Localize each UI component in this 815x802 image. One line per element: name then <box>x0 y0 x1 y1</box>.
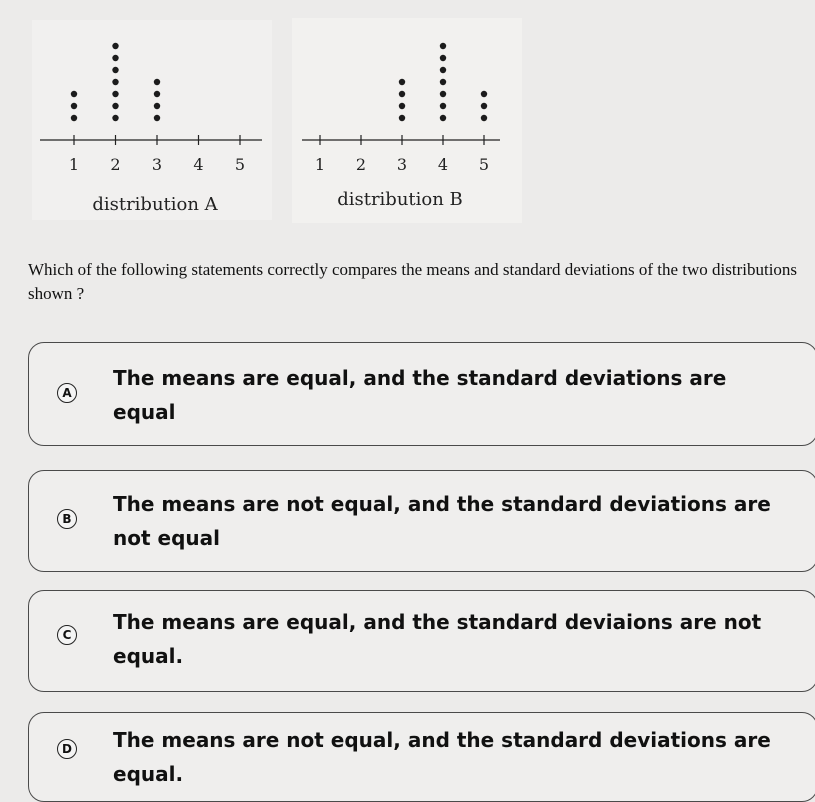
dot-b-x5-2 <box>481 103 487 109</box>
dot-b-x3-1 <box>399 115 405 121</box>
option-c-letter: C <box>57 625 77 645</box>
chart-title-a: distribution A <box>92 194 218 215</box>
dot-b-x4-6 <box>440 55 446 61</box>
tick-label-a-1: 1 <box>68 155 80 174</box>
dot-b-x4-3 <box>440 91 446 97</box>
option-b-letter: B <box>57 509 77 529</box>
option-c[interactable] <box>28 590 815 692</box>
tick-label-a-5: 5 <box>234 155 246 174</box>
tick-label-a-4: 4 <box>193 155 204 174</box>
question-text: Which of the following statements correctly compares the means and standard deviations of the two distributions shown ? <box>28 260 798 303</box>
option-d[interactable] <box>28 712 815 802</box>
dot-b-x3-2 <box>399 103 405 109</box>
option-c-text: The means are equal, and the standard deviaions are not equal. <box>113 610 762 668</box>
dot-b-x5-1 <box>481 115 487 121</box>
tick-label-a-3: 3 <box>151 155 163 174</box>
dot-b-x4-7 <box>440 43 446 49</box>
dot-plot-distribution-b <box>0 0 815 230</box>
dot-b-x4-5 <box>440 67 446 73</box>
dot-b-x4-4 <box>440 79 446 85</box>
option-a[interactable] <box>28 342 815 446</box>
dot-b-x4-1 <box>440 115 446 121</box>
tick-label-b-5: 5 <box>478 155 490 174</box>
option-b[interactable] <box>28 470 815 572</box>
option-d-text: The means are not equal, and the standard deviations are equal. <box>113 728 771 786</box>
dot-b-x3-3 <box>399 91 405 97</box>
option-b-text: The means are not equal, and the standard deviations are not equal <box>113 492 771 550</box>
tick-label-b-1: 1 <box>314 155 326 174</box>
option-a-text: The means are equal, and the standard deviations are equal <box>113 366 727 424</box>
tick-label-b-3: 3 <box>396 155 408 174</box>
dot-b-x5-3 <box>481 91 487 97</box>
tick-label-b-4: 4 <box>437 155 449 174</box>
dot-b-x4-2 <box>440 103 446 109</box>
tick-label-b-2: 2 <box>355 155 367 174</box>
tick-label-a-2: 2 <box>110 155 121 174</box>
dot-b-x3-4 <box>399 79 405 85</box>
chart-title-b: distribution B <box>337 189 463 210</box>
option-a-letter: A <box>57 383 77 403</box>
option-d-letter: D <box>57 739 77 759</box>
